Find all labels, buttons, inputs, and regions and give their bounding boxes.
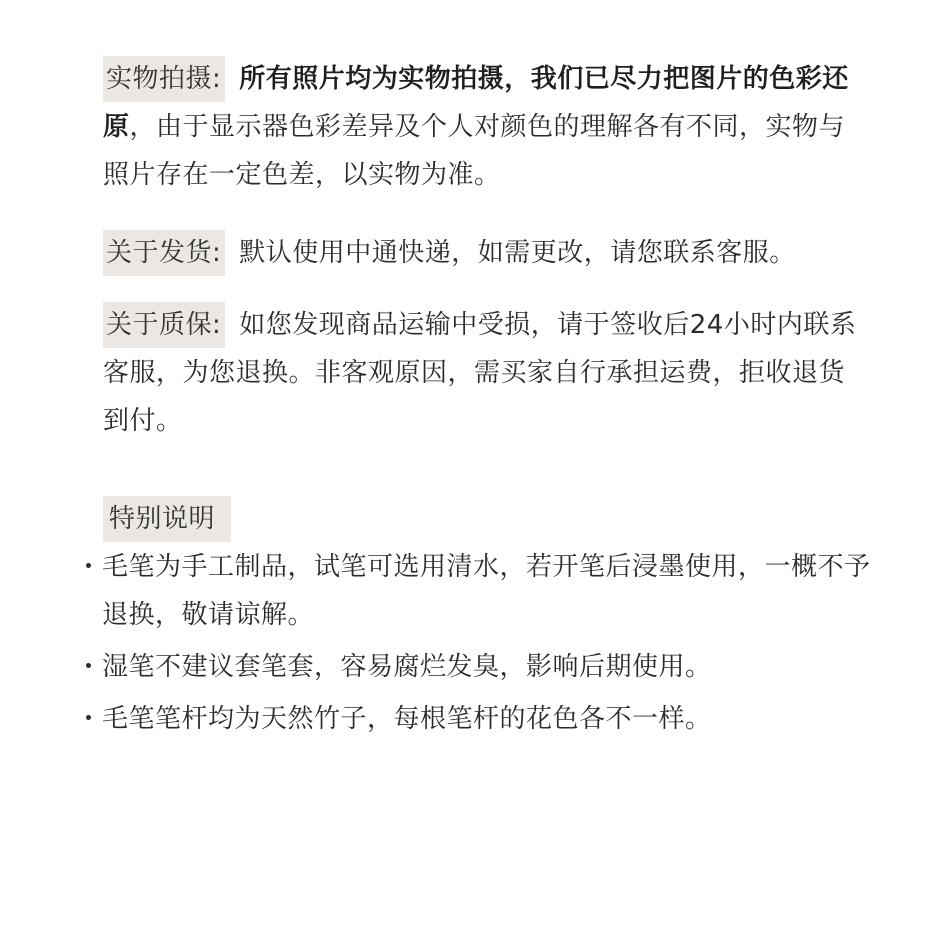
list-item-text: 湿笔不建议套笔套，容易腐烂发臭，影响后期使用。 xyxy=(102,652,712,682)
notice-warranty xyxy=(103,301,863,445)
bullet-dot-icon xyxy=(86,715,91,720)
notice-photo-text: ，由于显示器色彩差异及个人对颜色的理解各有不同，实物与照片存在一定色差，以实物为准。 xyxy=(103,112,846,190)
notice-shipping xyxy=(103,229,863,277)
notice-warranty-text: 如您发现商品运输中受损，请于签收后24小时内联系客服，为您退换。非客观原因，需买家自行承担运费，拒收退货到付。 xyxy=(103,310,857,436)
notice-photo-label: 实物拍摄: xyxy=(103,56,225,102)
list-item xyxy=(82,543,872,639)
notice-shipping-label: 关于发货: xyxy=(103,230,225,276)
list-item xyxy=(82,695,872,743)
special-notes-list xyxy=(82,543,872,747)
bullet-dot-icon xyxy=(86,663,91,668)
list-item-text: 毛笔为手工制品，试笔可选用清水，若开笔后浸墨使用，一概不予退换，敬请谅解。 xyxy=(102,552,871,630)
special-notes-title: 特别说明 xyxy=(103,496,231,542)
notice-photo-emphasis: 所有照片均为实物拍摄，我们已尽力把图片的色彩还原 xyxy=(103,64,849,142)
bullet-dot-icon xyxy=(86,563,91,568)
list-item xyxy=(82,643,872,691)
notice-warranty-label: 关于质保: xyxy=(103,302,225,348)
notice-photo xyxy=(103,55,863,199)
notice-shipping-text: 默认使用中通快递，如需更改，请您联系客服。 xyxy=(239,238,796,268)
list-item-text: 毛笔笔杆均为天然竹子，每根笔杆的花色各不一样。 xyxy=(102,704,712,734)
